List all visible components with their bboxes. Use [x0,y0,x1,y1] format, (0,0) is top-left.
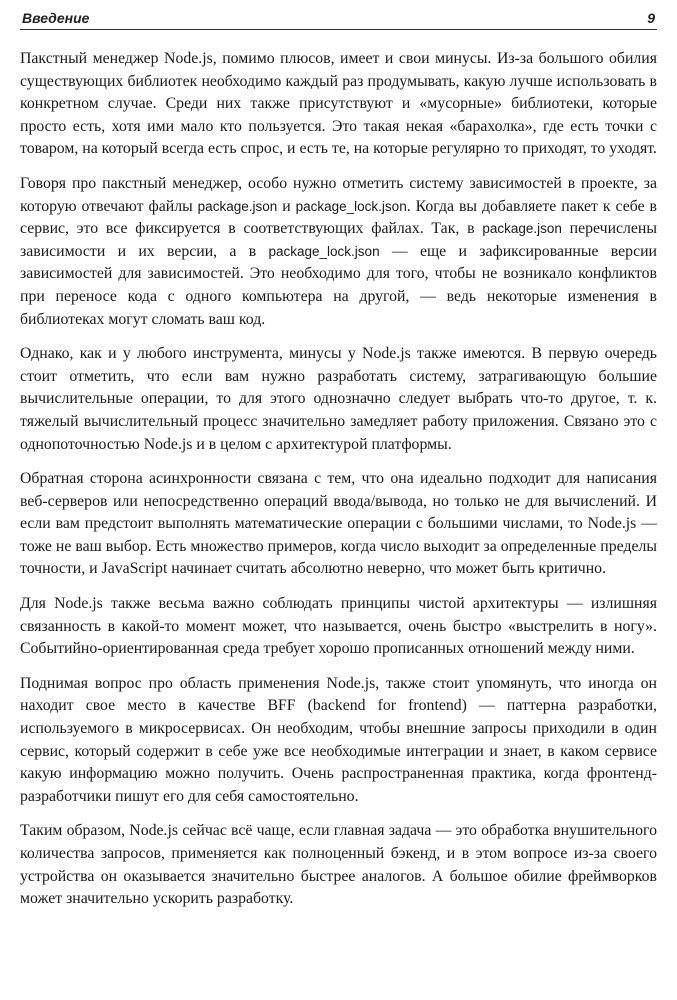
paragraph-text: Поднимая вопрос про область применения Node.js, также стоит упомянуть, что иногда он находит свое место в качестве BFF (backend for frontend) — паттерна разработки, используемого в микросервисах. Он необходим, чтобы внешние запросы приходили в один сервис, который содержит в себе уже все необходимые интеграции и знает, в каком сервисе какую информацию можно получить. Очень распространенная практика, когда фронтенд-разработчики пишут его для себя самостоятельно. [20,674,657,805]
paragraph-text: Говоря про пакстный менеджер, особо нужно отметить систему зависимостей в проекте, за которую отвечают файлы [20,174,657,215]
paragraph-text: перечислены зависимости и их версии, а в [20,220,657,260]
paragraph-text: Пакстный менеджер Node.js, помимо плюсов, имеет и свои минусы. Из-за большого обилия существующих библиотек необходимо каждый раз продумывать, какую лучше использовать в конкретном случае. Среди них также присутствуют и «мусорные» библиотеки, которые просто есть, хотя ими мало кто пользуется. Это такая некая «барахолка», где есть точки с товаром, на который всегда есть спрос, и есть те, на которые регулярно то приходят, то уходят. [20,50,657,158]
paragraph-text: Однако, как и у любого инструмента, минусы у Node.js также имеются. В первую очередь стоит отметить, что если вам нужно разработать систему, затрагивающую большие вычислительные операции, то для этого однозначно следует выбрать что-то другое, т. к. тяжелый вычислительный процесс значительно замедляет работу приложения. Связано это с однопоточностью Node.js и в целом с архитектурой платформы. [20,345,657,453]
paragraph [20,173,657,331]
file-name: package_lock.json [295,198,407,214]
paragraph-text: и [277,197,296,215]
page-number: 9 [647,10,655,26]
paragraph [20,343,657,456]
paragraph [20,48,657,161]
book-page [20,10,657,911]
body-text [20,48,657,911]
paragraph-text: — еще и зафиксированные версии зависимостей для зависимостей. Это необходимо для того, чтобы не возникало конфликтов при переносе кода с одного компьютера на другой, — ведь некоторые изменения в библиотеках могут сломать ваш код. [20,242,657,328]
paragraph-text: Для Node.js также весьма важно соблюдать принципы чистой архитектуры — излишняя связанность в какой-то момент может, что называется, очень быстро «выстрелить в ногу». Событийно-ориентированная среда требует хорошо прописанных отношений между ними. [20,595,657,658]
paragraph [20,468,657,581]
file-name: package_lock.json [268,243,380,259]
paragraph [20,820,657,910]
running-header [20,10,657,30]
paragraph [20,593,657,661]
paragraph-text: Обратная сторона асинхронности связана с тем, что она идеально подходит для написания веб-серверов или непосредственно операций ввода/вывода, но только не для вычислений. И если вам предстоит выполнять математические операции с большими числами, то Node.js — тоже не ваш выбор. Есть множество примеров, когда число выходит за определенные пределы точности, и JavaScript начинает считать абсолютно неверно, что может быть критично. [20,470,657,578]
paragraph [20,673,657,809]
file-name: package.json [482,221,562,237]
paragraph-text: Таким образом, Node.js сейчас всё чаще, если главная задача — это обработка внушительного количества запросов, применяется как полноценный бэкенд, и в этом вопросе из-за своего устройства он оказывается значительно быстрее аналогов. А большое обилие фреймворков может значительно ускорить разработку. [20,822,657,908]
chapter-title: Введение [22,10,90,26]
file-name: package.json [197,198,278,214]
paragraph-text: . Когда вы добавляете пакет к себе в сервис, это все фиксируется в соответствующих файлах. Так, в [20,197,658,238]
